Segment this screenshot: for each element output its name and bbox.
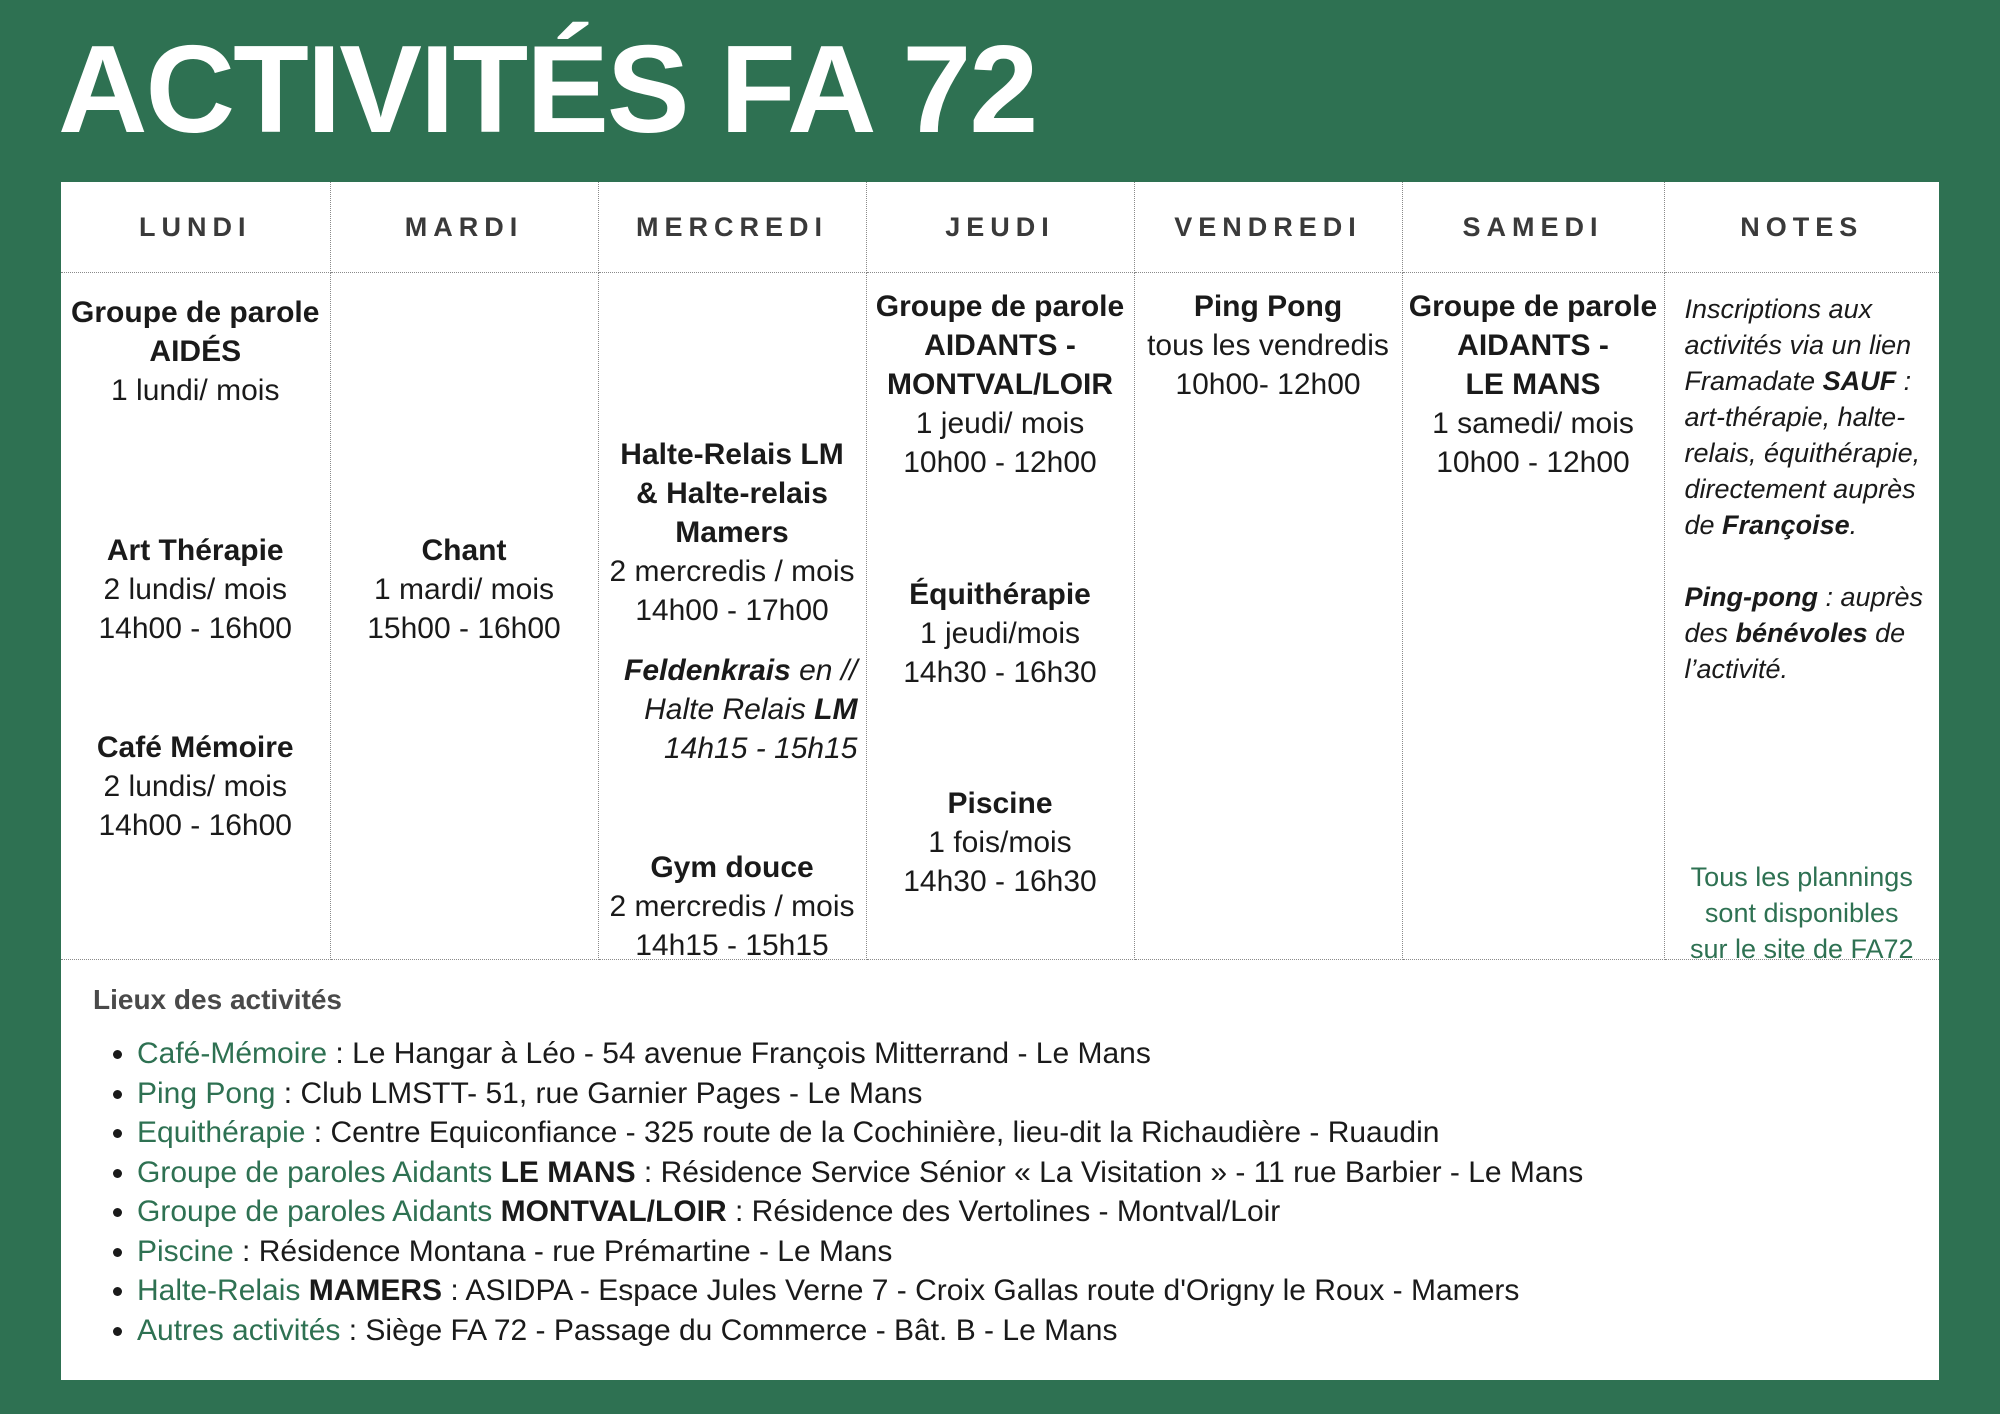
lieux-item-label: Autres activités bbox=[137, 1313, 341, 1347]
activity-note: en // bbox=[790, 654, 858, 687]
notes-text-part: Inscriptions aux activités via un lien Framadate bbox=[1684, 294, 1912, 396]
lieux-item-label: Groupe de paroles Aidants bbox=[137, 1195, 501, 1228]
lieux-item-text: : Résidence Montana - rue Prémartine - Le Mans bbox=[233, 1234, 893, 1268]
lieux-item-text: : Résidence des Vertolines - Montval/Loir bbox=[726, 1195, 1281, 1228]
activity-title: Art Thérapie bbox=[106, 534, 284, 567]
notes-text bbox=[1685, 291, 1936, 723]
lieux-item bbox=[137, 1034, 1583, 1074]
activity-title: Ping Pong bbox=[1193, 290, 1343, 323]
activity-note: Halte Relais bbox=[644, 693, 815, 726]
lieux-item-bold: MAMERS bbox=[308, 1274, 443, 1307]
activity-title: Café Mémoire bbox=[96, 731, 294, 764]
activity-title: Halte-Relais LM bbox=[620, 438, 844, 471]
lieux-item bbox=[137, 1074, 1583, 1114]
activity-art-therapie bbox=[61, 531, 330, 648]
activity-frequency: 1 lundi/ mois bbox=[111, 374, 280, 407]
header-vendredi: VENDREDI bbox=[1134, 182, 1402, 273]
notes-text-part: de l’activité. bbox=[1684, 618, 1906, 684]
notes-text-bold: bénévoles bbox=[1735, 618, 1868, 648]
cell-mardi bbox=[330, 273, 598, 960]
activity-title: Équithérapie bbox=[909, 578, 1091, 611]
lieux-item-label: Piscine bbox=[137, 1234, 234, 1268]
activity-time: 14h00 - 16h00 bbox=[98, 809, 292, 842]
lieux-item-bold: MONTVAL/LOIR bbox=[500, 1195, 727, 1228]
activity-equitherapie bbox=[867, 575, 1134, 692]
notes-text-bold: SAUF bbox=[1822, 366, 1897, 396]
activity-groupe-montval bbox=[867, 287, 1134, 482]
activity-title: Gym douce bbox=[650, 851, 814, 884]
lieux-item bbox=[137, 1311, 1583, 1351]
cell-lundi bbox=[61, 273, 330, 960]
notes-paragraph-inscriptions bbox=[1685, 291, 1936, 543]
activity-time: 14h00 - 16h00 bbox=[98, 612, 292, 645]
activity-title: Groupe de parole bbox=[875, 290, 1125, 323]
header-mercredi: MERCREDI bbox=[598, 182, 866, 273]
notes-text-bold: Ping-pong bbox=[1684, 582, 1818, 612]
header-mardi: MARDI bbox=[330, 182, 598, 273]
activity-piscine bbox=[867, 784, 1134, 901]
activity-title: Groupe de parole bbox=[1408, 290, 1658, 323]
lieux-item bbox=[137, 1271, 1583, 1311]
lieux-title: Lieux des activités bbox=[93, 984, 343, 1015]
activity-frequency: 1 jeudi/mois bbox=[919, 617, 1081, 650]
activity-frequency: tous les vendredis bbox=[1147, 329, 1389, 362]
activity-time: 14h30 - 16h30 bbox=[903, 865, 1097, 898]
lieux-item-bold: LE MANS bbox=[500, 1155, 636, 1189]
notes-green-line: sont disponibles bbox=[1704, 898, 1899, 928]
header-lundi: LUNDI bbox=[61, 182, 330, 273]
lieux-item-label: Equithérapie bbox=[137, 1116, 306, 1149]
activity-subtitle: AIDANTS - bbox=[1457, 329, 1609, 362]
activity-frequency: 1 samedi/ mois bbox=[1432, 407, 1634, 440]
activity-time: 14h00 - 17h00 bbox=[635, 594, 829, 627]
day-header-row bbox=[61, 182, 1939, 273]
notes-text-part: : auprès des bbox=[1684, 582, 1924, 648]
header-notes: NOTES bbox=[1664, 182, 1939, 273]
lieux-item-text: : Siège FA 72 - Passage du Commerce - Bât. B - Le Mans bbox=[340, 1313, 1118, 1347]
activity-time: 10h00 - 12h00 bbox=[1436, 446, 1630, 479]
activity-frequency: 2 lundis/ mois bbox=[103, 770, 287, 803]
notes-text-part: . bbox=[1849, 510, 1858, 540]
cell-samedi bbox=[1402, 273, 1664, 960]
activity-frequency: 2 lundis/ mois bbox=[103, 573, 287, 606]
lieux-item-text: : Résidence Service Sénior « La Visitation » - 11 rue Barbier - Le Mans bbox=[635, 1155, 1584, 1189]
activity-groupe-aides bbox=[61, 293, 330, 410]
schedule-table bbox=[61, 182, 1939, 964]
cell-jeudi bbox=[866, 273, 1134, 960]
cell-notes bbox=[1664, 273, 1939, 964]
activity-subtitle: AIDANTS - bbox=[924, 329, 1076, 362]
page-title: ACTIVITÉS FA 72 bbox=[58, 21, 1037, 159]
activity-time: 15h00 - 16h00 bbox=[367, 612, 561, 645]
notes-green-line: Tous les plannings bbox=[1690, 862, 1913, 892]
lieux-item-text: : Le Hangar à Léo - 54 avenue François Mitterrand - Le Mans bbox=[327, 1037, 1151, 1070]
activity-time: 10h00 - 12h00 bbox=[903, 446, 1097, 479]
activity-groupe-le-mans bbox=[1403, 287, 1664, 482]
cell-vendredi bbox=[1134, 273, 1402, 960]
lieux-item-label: Café-Mémoire bbox=[137, 1037, 328, 1070]
lieux-item bbox=[137, 1113, 1583, 1153]
lieux-item-label: Ping Pong bbox=[137, 1076, 276, 1110]
activity-cafe-memoire bbox=[61, 728, 330, 845]
activity-halte-relais bbox=[599, 435, 866, 630]
activity-ping-pong bbox=[1135, 287, 1402, 404]
activity-frequency: 2 mercredis / mois bbox=[609, 555, 855, 588]
notes-text-part: : art-thérapie, halte-relais, équithérapie, directement auprès de bbox=[1684, 366, 1921, 540]
activity-time: 10h00- 12h00 bbox=[1175, 368, 1361, 401]
schedule-panel bbox=[61, 182, 1939, 1380]
activity-title: Mamers bbox=[675, 516, 789, 549]
lieux-item bbox=[137, 1153, 1583, 1193]
notes-paragraph-ping-pong bbox=[1685, 579, 1936, 687]
lieux-item-text: : Club LMSTT- 51, rue Garnier Pages - Le Mans bbox=[275, 1076, 923, 1110]
activity-time: 14h15 - 15h15 bbox=[663, 732, 858, 765]
lieux-list bbox=[107, 1034, 1583, 1350]
lieux-item-text: : ASIDPA - Espace Jules Verne 7 - Croix Gallas route d'Origny le Roux - Mamers bbox=[442, 1274, 1520, 1307]
notes-text-bold: Françoise bbox=[1722, 510, 1850, 540]
activities-row bbox=[61, 273, 1939, 960]
lieux-item-label: Groupe de paroles Aidants bbox=[137, 1155, 501, 1189]
activity-note-bold: LM bbox=[814, 693, 858, 726]
activity-chant bbox=[331, 531, 598, 648]
activity-title: Feldenkrais bbox=[624, 654, 791, 687]
lieux-item bbox=[137, 1192, 1583, 1232]
activity-title: Piscine bbox=[947, 787, 1053, 820]
activity-subtitle: AIDÉS bbox=[149, 335, 242, 368]
activity-title: Chant bbox=[421, 534, 507, 567]
lieux-item-label: Halte-Relais bbox=[137, 1274, 309, 1307]
activity-frequency: 1 fois/mois bbox=[928, 826, 1072, 859]
notes-green-line: sur le site de FA72 bbox=[1689, 934, 1914, 964]
lieux-item-text: : Centre Equiconfiance - 325 route de la Cochinière, lieu-dit la Richaudière - Ruaudin bbox=[305, 1116, 1440, 1149]
activity-subtitle: MONTVAL/LOIR bbox=[886, 368, 1114, 401]
activity-title: & Halte-relais bbox=[636, 477, 828, 510]
lieux-item bbox=[137, 1232, 1583, 1272]
activity-time: 14h30 - 16h30 bbox=[903, 656, 1097, 689]
cell-mercredi bbox=[598, 273, 866, 960]
activity-title: Groupe de parole bbox=[71, 296, 320, 329]
activity-time: 14h15 - 15h15 bbox=[635, 929, 829, 962]
activity-frequency: 1 jeudi/ mois bbox=[915, 407, 1085, 440]
activity-feldenkrais bbox=[599, 651, 866, 768]
header-samedi: SAMEDI bbox=[1402, 182, 1664, 273]
activity-gym-douce bbox=[599, 848, 866, 965]
header-jeudi: JEUDI bbox=[866, 182, 1134, 273]
activity-frequency: 1 mardi/ mois bbox=[373, 573, 555, 606]
activity-frequency: 2 mercredis / mois bbox=[609, 890, 855, 923]
notes-plannings-info bbox=[1671, 859, 1934, 967]
activity-subtitle: LE MANS bbox=[1465, 368, 1601, 401]
